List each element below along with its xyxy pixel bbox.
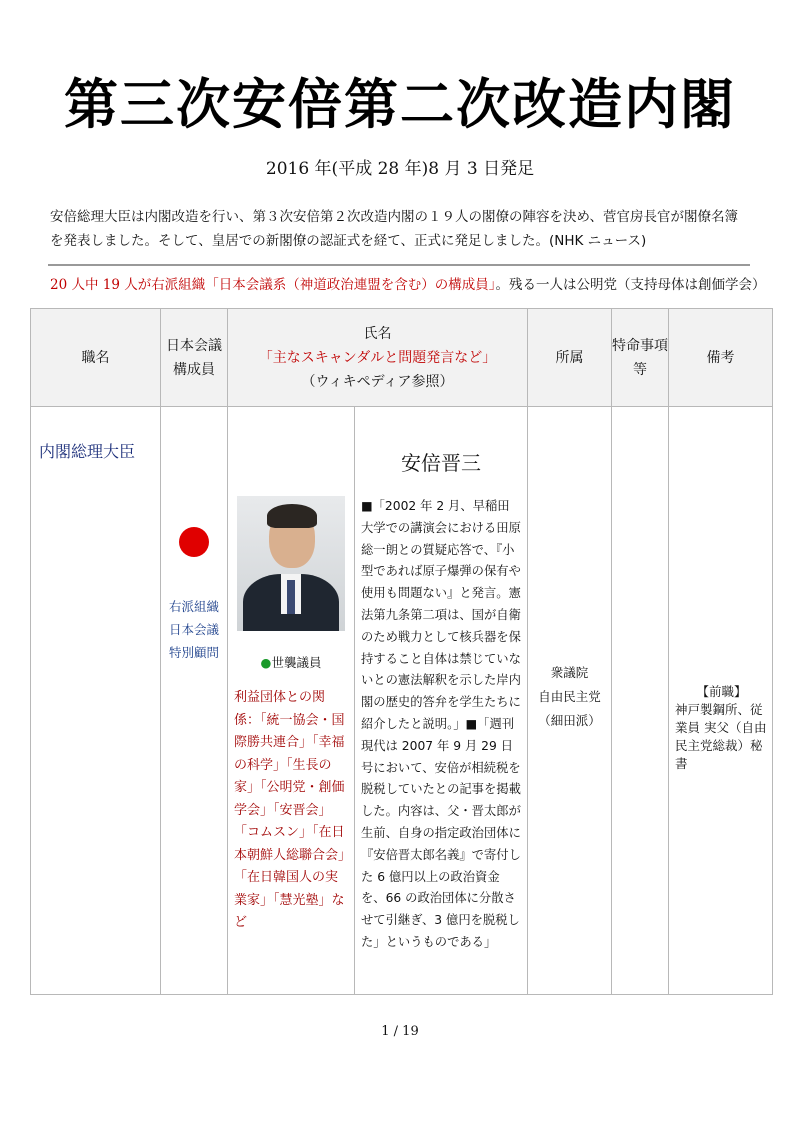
intro-paragraph: 安倍総理大臣は内閣改造を行い、第３次安倍第２次改造内閣の１９人の閣僚の陣容を決め、菅官房長官が閣僚名簿を発表しました。そして、皇居での新閣僚の認証式を経て、正式に発足しました。(NHK ニュース) <box>50 209 738 249</box>
aff-line-1: 衆議院 <box>550 665 589 680</box>
interest-groups: 利益団体との関係：「統一協会・国際勝共連合」「幸福の科学」「生長の家」「公明党・創価学会」「安晋会」「コムスン」「在日本朝鮮人総聯合会」「在日韓国人の実業家」「慧光塾」など <box>234 690 345 930</box>
header-name <box>228 309 528 407</box>
nk-line-1: 右派組織 <box>168 599 219 614</box>
header-post: 職名 <box>31 309 161 407</box>
header-affiliation: 所属 <box>528 309 612 407</box>
nippon-kaigi-cell <box>161 407 228 995</box>
page-title: 第三次安倍第二次改造内閣 <box>64 73 736 136</box>
page-number: 1 / 19 <box>381 1024 419 1039</box>
divider <box>48 264 750 266</box>
nk-line-2: 日本会議 <box>168 622 219 637</box>
launch-date: 2016 年(平成 28 年)8 月 3 日発足 <box>265 159 535 179</box>
photo-cell <box>228 407 355 995</box>
summary-line <box>50 273 770 293</box>
nk-line-3: 特別顧問 <box>168 645 219 660</box>
header-name-line2: 「主なスキャンダルと問題発言など」 <box>258 349 497 366</box>
affiliation-cell <box>528 407 612 995</box>
cabinet-table <box>30 308 773 995</box>
special-cell <box>612 407 669 995</box>
header-name-line1: 氏名 <box>363 325 392 342</box>
header-nk-line1: 日本会議 <box>166 337 222 354</box>
header-special: 特命事項等 <box>612 309 669 407</box>
header-nk-line2: 構成員 <box>173 361 215 378</box>
header-notes: 備考 <box>669 309 773 407</box>
notes-title: 【前職】 <box>696 684 747 699</box>
scandal-description: ■「2002 年 2 月、早稲田大学での講演会における田原総一朗との質疑応答で、『小型であれば原子爆弾の保有や使用も問題ない』と発言。憲法第九条第二項は、国が自衛のため戦力として核兵器を保持すること自体は禁じていないとの憲法解釈を示した岸内閣の歴史的答弁を学生たちに紹介したと説明。」■「週刊現代は 2007 年 9 月 29 日号において、安倍が相続税を脱税していたとの記事を掲載した。内容は、父・晋太郎が生前、自身の指定政治団体に『安倍晋太郎名義』で寄付した 6 億円以上の政治資金を、66 の政治団体に分散させて引継ぎ、3 億円を脱税した」というものである」 <box>361 499 521 949</box>
hereditary-text: 世襲議員 <box>271 655 322 670</box>
summary-red: 20 人中 19 人が右派組織「日本会議系（神道政治連盟を含む）の構成員」 <box>50 277 496 293</box>
summary-rest: 。残る一人は公明党（支持母体は創価学会） <box>495 277 766 293</box>
member-dot-icon <box>179 527 209 557</box>
table-header-row <box>31 309 773 407</box>
notes-cell <box>669 407 773 995</box>
name-cell <box>355 407 528 995</box>
table-row <box>31 407 773 995</box>
minister-name: 安倍晋三 <box>401 451 481 475</box>
notes-body: 神戸製鋼所、従業員 実父（自由民主党総裁）秘書 <box>675 702 767 771</box>
header-nippon-kaigi <box>161 309 228 407</box>
aff-line-3: （細田派） <box>538 713 601 728</box>
aff-line-2: 自由民主党 <box>538 689 601 704</box>
header-name-line3: （ウィキペディア参照） <box>301 373 454 390</box>
portrait-photo <box>237 496 345 631</box>
hereditary-label: ●世襲議員 <box>260 655 322 670</box>
post-cell: 内閣総理大臣 <box>31 407 161 995</box>
